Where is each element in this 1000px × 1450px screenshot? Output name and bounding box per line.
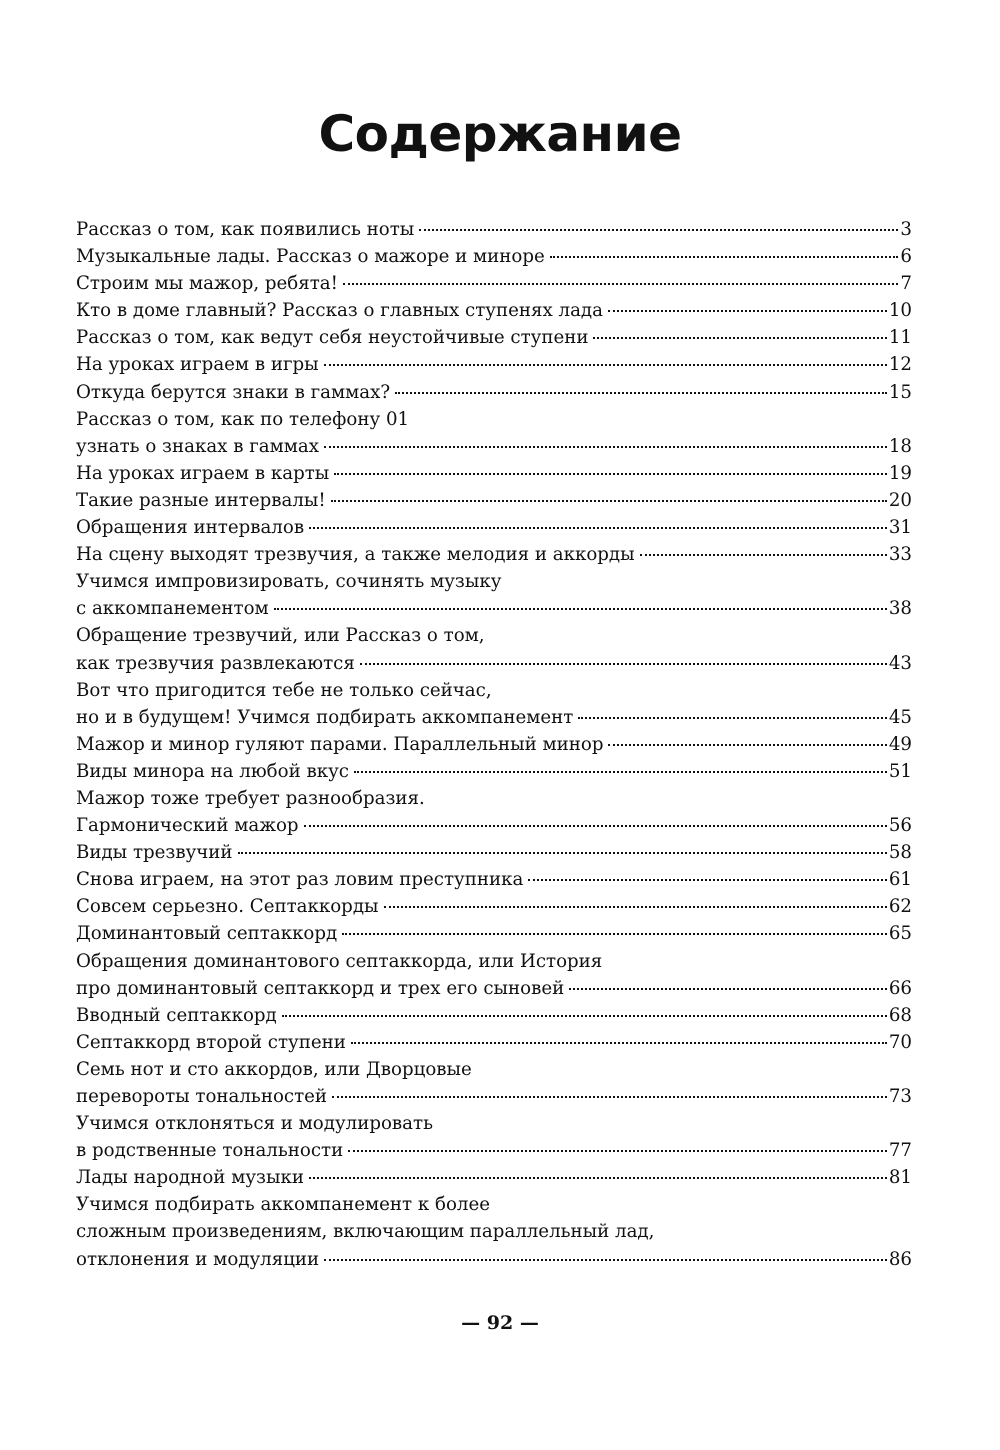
toc-entry-page: 77: [888, 1140, 912, 1162]
toc-entry-row: [76, 514, 912, 541]
dot-leader: [238, 852, 887, 854]
toc-entry-title-line: Виды минора на любой вкус: [76, 760, 349, 782]
toc-entry-page: 61: [888, 869, 912, 891]
toc-entry[interactable]: [76, 351, 912, 378]
toc-entry[interactable]: [76, 324, 912, 351]
toc-entry-title-line: Совсем серьезно. Септаккорды: [76, 896, 379, 918]
toc-entry-page: 81: [888, 1167, 912, 1189]
toc-entry-row: [76, 351, 912, 378]
toc-entry-row: [76, 595, 912, 622]
dot-leader: [608, 310, 887, 312]
toc-entry-title-line: Обращения доминантового септаккорда, или История: [76, 950, 603, 972]
toc-entry[interactable]: [76, 920, 912, 947]
dot-leader: [334, 473, 887, 475]
toc-entry-row: [76, 297, 912, 324]
dot-leader: [343, 283, 898, 285]
dot-leader: [324, 1259, 887, 1261]
toc-entry-page: 10: [888, 300, 912, 322]
toc-entry-page: 6: [900, 246, 912, 268]
toc-entry-row: [76, 216, 912, 243]
toc-entry-row: [76, 704, 912, 731]
toc-entry-title-line: перевороты тональностей: [76, 1086, 328, 1107]
dot-leader: [419, 229, 898, 231]
toc-entry[interactable]: [76, 893, 912, 920]
toc-entry-title-line: Обращение трезвучий, или Рассказ о том,: [76, 625, 485, 647]
toc-entry-title-line: Снова играем, на этот раз ловим преступника: [76, 869, 524, 891]
dot-leader: [640, 554, 887, 556]
dot-leader: [395, 392, 887, 394]
toc-entry[interactable]: [76, 1164, 912, 1191]
toc-entry-page: 19: [888, 462, 912, 484]
dot-leader: [384, 906, 887, 908]
toc-entry-title-line: Вводный септаккорд: [76, 1004, 277, 1026]
toc-entry-title-line: На сцену выходят трезвучия, а также мелодия и аккорды: [76, 544, 635, 566]
toc-entry[interactable]: [76, 1056, 912, 1110]
toc-entry-title-line: Строим мы мажор, ребята!: [76, 273, 338, 295]
toc-entry[interactable]: [76, 677, 912, 731]
dot-leader: [354, 771, 887, 773]
toc-entry-page: 15: [888, 381, 912, 403]
toc-entry-title-line: Музыкальные лады. Рассказ о мажоре и миноре: [76, 246, 545, 268]
dot-leader: [569, 988, 887, 990]
dot-leader: [578, 717, 887, 719]
toc-entry-title-line: На уроках играем в игры: [76, 354, 319, 376]
toc-entry[interactable]: [76, 785, 912, 839]
toc-entry[interactable]: [76, 948, 912, 1002]
toc-entry-title-line: Рассказ о том, как по телефону 01: [76, 408, 410, 430]
toc-entry-title-line: Септаккорд второй ступени: [76, 1031, 346, 1053]
toc-entry[interactable]: [76, 270, 912, 297]
dot-leader: [360, 663, 887, 665]
toc-entry-row: [76, 1137, 912, 1164]
dot-leader: [324, 446, 887, 448]
toc-entry-page: 49: [888, 733, 912, 755]
toc-entry-row: [76, 839, 912, 866]
toc-entry-page: 43: [888, 652, 912, 674]
toc-entry-page: 51: [888, 760, 912, 782]
toc-entry-row: [76, 270, 912, 297]
toc-entry-page: 7: [900, 273, 912, 295]
toc-entry[interactable]: [76, 379, 912, 406]
toc-entry-page: 56: [888, 815, 912, 837]
toc-entry-row: [76, 866, 912, 893]
toc-entry-title-line: с аккомпанементом: [76, 598, 269, 620]
dot-leader: [528, 879, 887, 881]
toc-entry-row: [76, 1083, 912, 1110]
toc-entry[interactable]: [76, 731, 912, 758]
toc-entry[interactable]: [76, 541, 912, 568]
toc-entry-row: [76, 1029, 912, 1056]
toc-entry-page: 66: [888, 977, 912, 999]
toc-entry-title-line: Гармонический мажор: [76, 815, 299, 837]
toc-entry-title-line: Учимся отклоняться и модулировать: [76, 1113, 433, 1135]
toc-entry-row: [76, 758, 912, 785]
toc-entry-row: [76, 541, 912, 568]
toc-entry-row: [76, 460, 912, 487]
page-number: — 92 —: [461, 1312, 539, 1334]
toc-entry[interactable]: [76, 1110, 912, 1164]
toc-entry-title-line: про доминантовый септаккорд и трех его сыновей: [76, 977, 565, 999]
toc-entry-title-line: Доминантовый септаккорд: [76, 923, 338, 945]
toc-entry-row: [76, 487, 912, 514]
toc-entry[interactable]: [76, 866, 912, 893]
toc-entry[interactable]: [76, 216, 912, 243]
toc-entry-page: 31: [888, 517, 912, 539]
toc-entry-row: [76, 920, 912, 947]
toc-entry-page: 62: [888, 896, 912, 918]
toc-entry-title-line: Обращения интервалов: [76, 517, 305, 539]
toc-entry-title-line: Вот что пригодится тебе не только сейчас,: [76, 679, 492, 701]
toc-entry-page: 73: [888, 1086, 912, 1107]
toc-entry[interactable]: [76, 1191, 912, 1272]
toc-entry-title-line: Такие разные интервалы!: [76, 489, 326, 511]
toc-entry-row: [76, 324, 912, 351]
toc-entry-row: [76, 379, 912, 406]
dot-leader: [332, 1096, 887, 1098]
toc-entry[interactable]: [76, 514, 912, 541]
toc-entry-title-line: но и в будущем! Учимся подбирать аккомпанемент: [76, 706, 574, 728]
toc-entry-row: [76, 433, 912, 460]
toc-entry[interactable]: [76, 758, 912, 785]
dot-leader: [342, 933, 887, 935]
toc-entry-title-line: в родственные тональности: [76, 1140, 344, 1162]
dot-leader: [274, 608, 887, 610]
toc-entry[interactable]: [76, 297, 912, 324]
toc-entry[interactable]: [76, 1029, 912, 1056]
toc-entry-page: 33: [888, 544, 912, 566]
toc-entry-row: [76, 1164, 912, 1191]
toc-entry-title-line: Учимся подбирать аккомпанемент к более: [76, 1194, 490, 1216]
toc-entry[interactable]: [76, 622, 912, 676]
toc-entry-row: [76, 650, 912, 677]
toc-entry[interactable]: [76, 568, 912, 622]
toc-entry-page: 11: [888, 327, 912, 349]
toc-entry-row: [76, 1002, 912, 1029]
toc-entry-page: 3: [900, 219, 912, 240]
toc-entry-row: [76, 731, 912, 758]
toc-entry-title-line: сложным произведениям, включающим параллельный лад,: [76, 1221, 655, 1243]
toc-entry-title-line: Виды трезвучий: [76, 842, 233, 864]
toc-entry-row: [76, 1246, 912, 1273]
toc-entry-row: [76, 812, 912, 839]
dot-leader: [608, 744, 886, 746]
toc-entry-page: 68: [888, 1004, 912, 1026]
toc-entry-page: 20: [888, 489, 912, 511]
toc-entry-title-line: отклонения и модуляции: [76, 1248, 320, 1270]
toc-entry-title-line: Семь нот и сто аккордов, или Дворцовые: [76, 1058, 472, 1080]
toc-entry[interactable]: [76, 487, 912, 514]
toc-entry-row: [76, 243, 912, 270]
dot-leader: [550, 256, 899, 258]
page-title: Содержание: [318, 105, 682, 163]
toc-entry-row: [76, 893, 912, 920]
toc-entry-title-line: Кто в доме главный? Рассказ о главных ступенях лада: [76, 300, 603, 322]
toc-entry-page: 45: [888, 706, 912, 728]
toc-entry-page: 18: [888, 435, 912, 457]
dot-leader: [351, 1042, 887, 1044]
toc-entry-title-line: узнать о знаках в гаммах: [76, 435, 319, 457]
toc-entry[interactable]: [76, 460, 912, 487]
toc-entry-title-line: Рассказ о том, как ведут себя неустойчивые ступени: [76, 327, 589, 349]
toc-entry[interactable]: [76, 406, 912, 460]
dot-leader: [324, 364, 887, 366]
dot-leader: [282, 1015, 887, 1017]
toc-entry-title-line: Учимся импровизировать, сочинять музыку: [76, 571, 502, 593]
toc-entry-page: 38: [888, 598, 912, 620]
toc-entry-title-line: Откуда берутся знаки в гаммах?: [76, 381, 391, 403]
dot-leader: [309, 527, 887, 529]
toc-entry[interactable]: [76, 243, 912, 270]
toc-entry-page: 65: [888, 923, 912, 945]
toc-entry-page: 70: [888, 1031, 912, 1053]
dot-leader: [309, 1177, 887, 1179]
toc-entry-page: 86: [888, 1248, 912, 1270]
dot-leader: [348, 1150, 887, 1152]
toc-entry-title-line: На уроках играем в карты: [76, 462, 330, 484]
dot-leader: [331, 500, 887, 502]
toc-entry-title-line: Рассказ о том, как появились ноты: [76, 219, 415, 240]
toc-entry-title-line: Лады народной музыки: [76, 1167, 304, 1189]
toc-entry-title-line: как трезвучия развлекаются: [76, 652, 355, 674]
toc-entry-page: 58: [888, 842, 912, 864]
dot-leader: [304, 825, 887, 827]
dot-leader: [593, 337, 886, 339]
toc-entry-row: [76, 975, 912, 1002]
toc-entry-title-line: Мажор и минор гуляют парами. Параллельный минор: [76, 733, 604, 755]
table-of-contents: [76, 216, 912, 1273]
toc-entry-title-line: Мажор тоже требует разнообразия.: [76, 787, 425, 809]
toc-entry[interactable]: [76, 839, 912, 866]
toc-entry[interactable]: [76, 1002, 912, 1029]
toc-entry-page: 12: [888, 354, 912, 376]
